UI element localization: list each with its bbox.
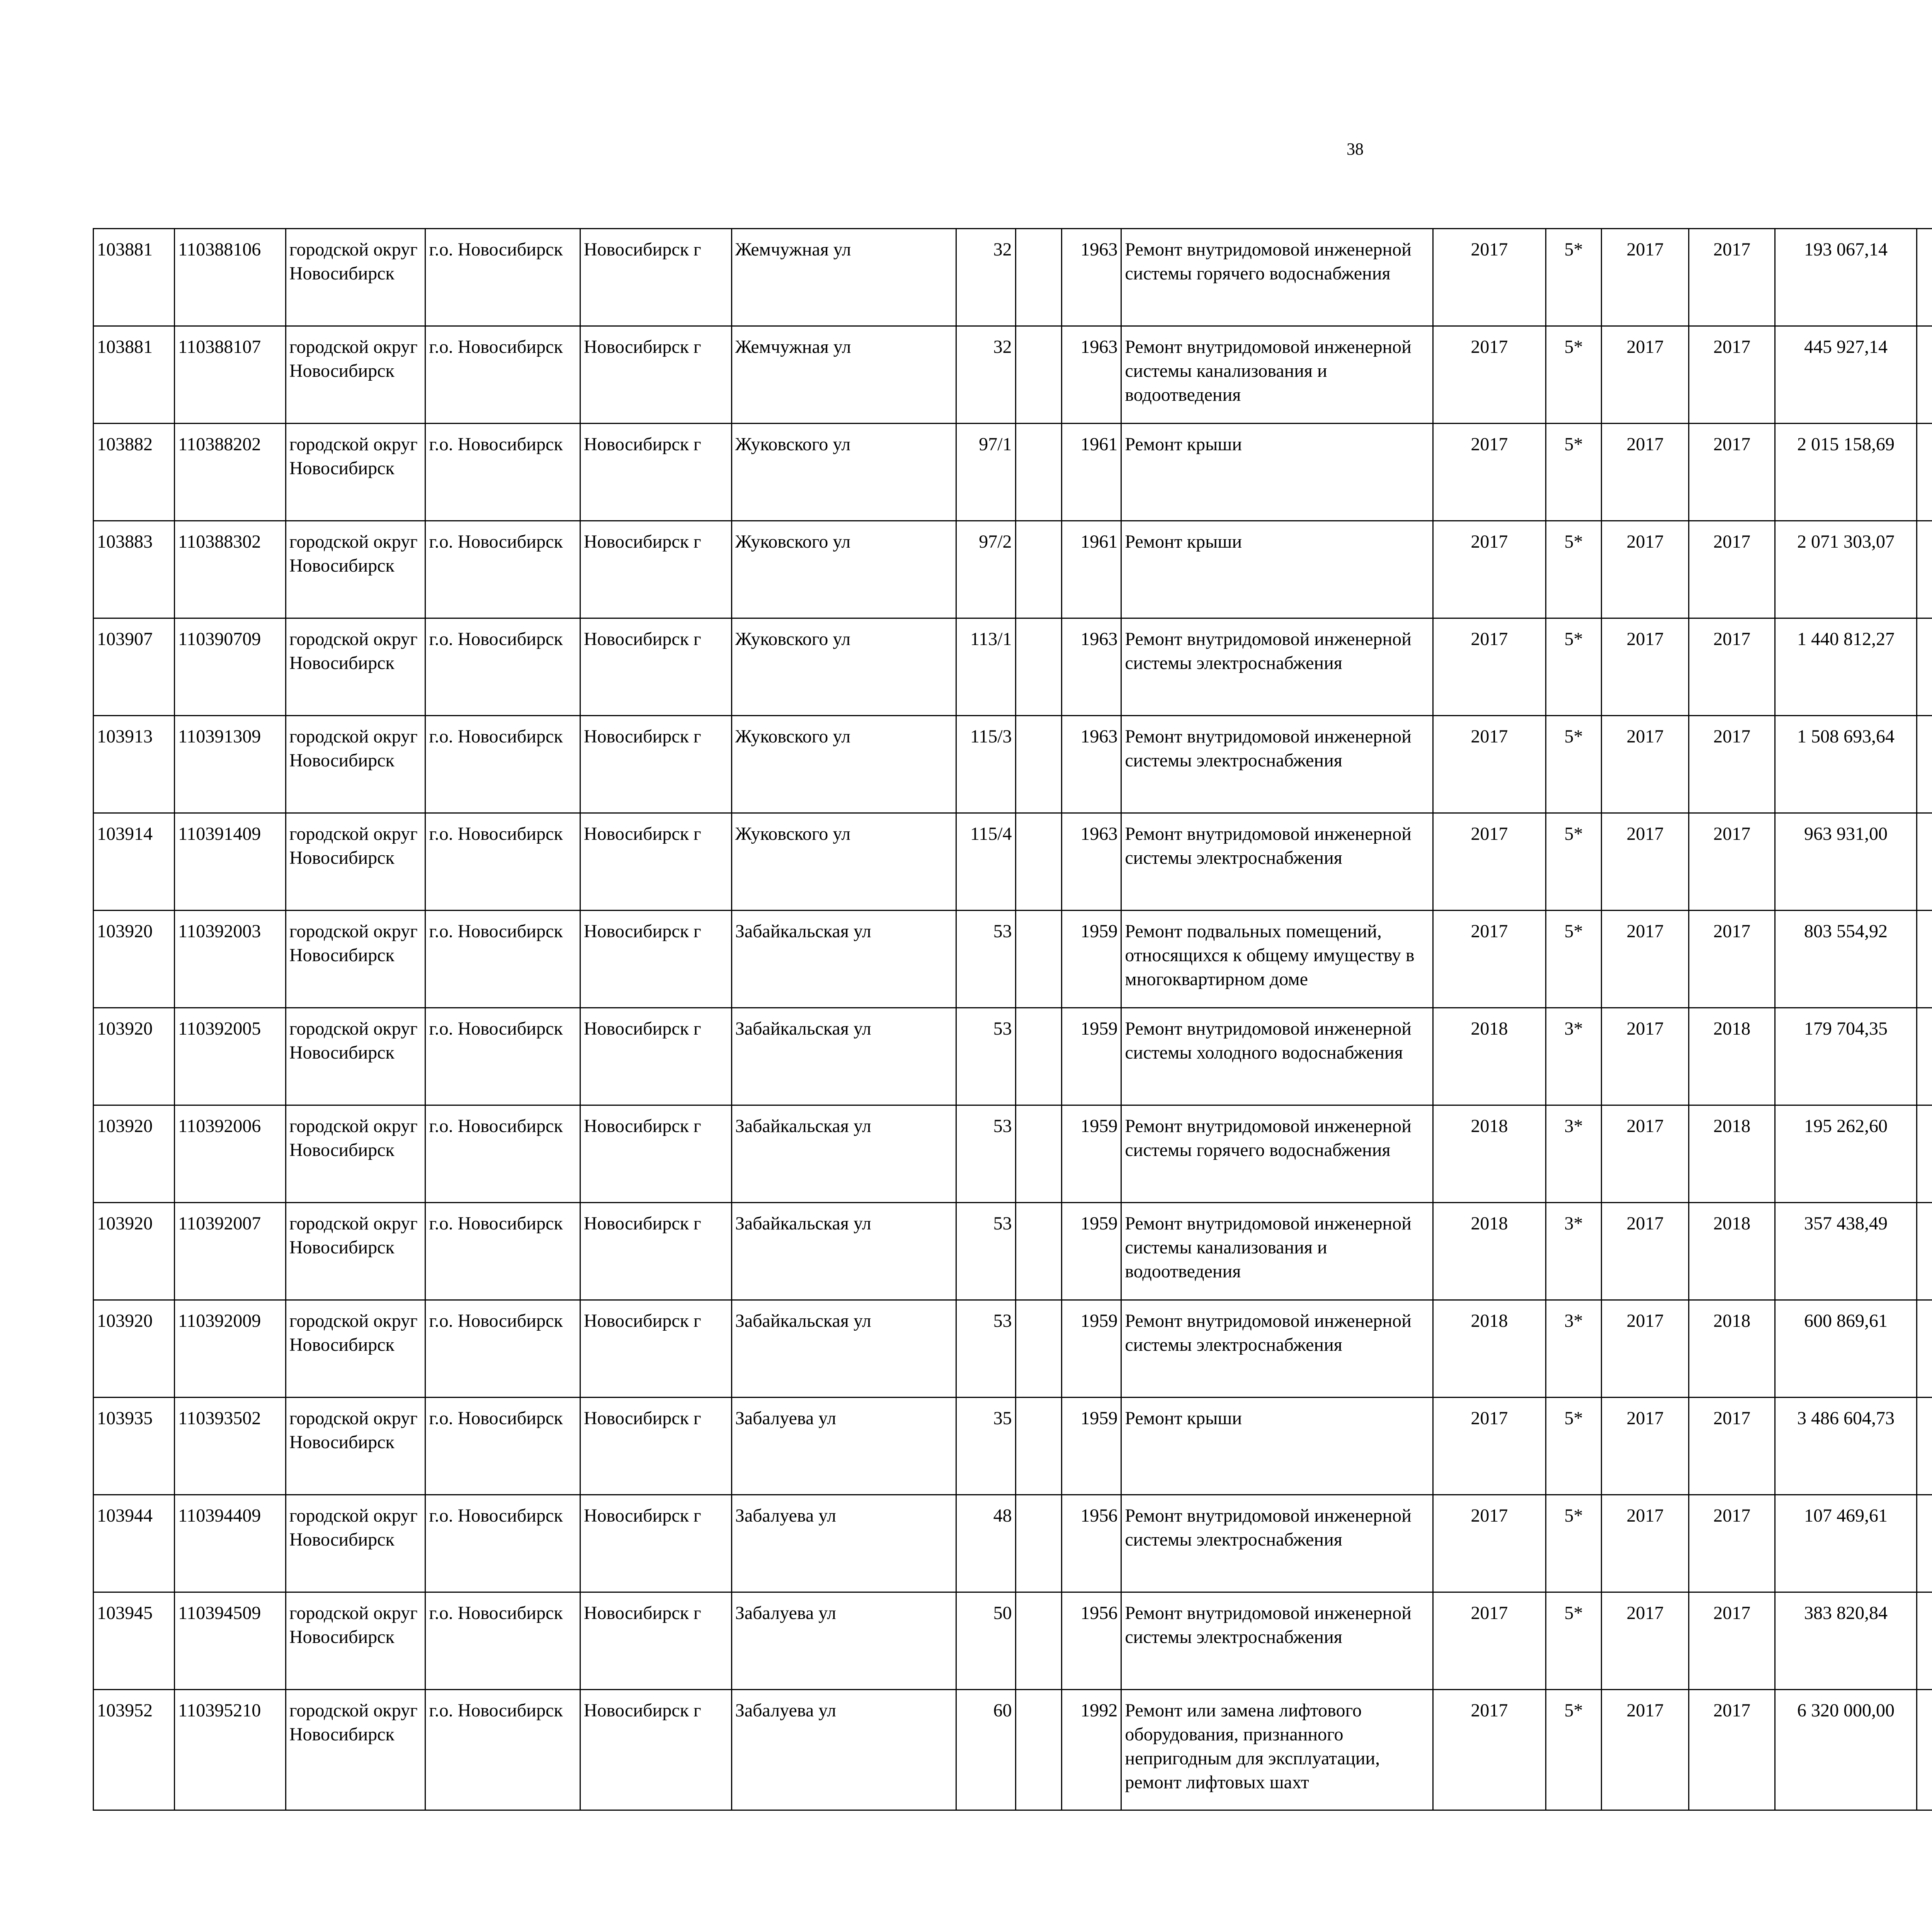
cell-year-built: 1959 <box>1061 1203 1121 1300</box>
cell-locality: Новосибирск г <box>580 911 731 1008</box>
cell-total-cost: 6 320 000,00 <box>1775 1690 1917 1810</box>
cell-object-code: 110392006 <box>174 1105 286 1203</box>
cell-year-built: 1961 <box>1061 424 1121 521</box>
cell-municipality: городской округ Новосибирск <box>286 424 425 521</box>
cell-house-number: 60 <box>956 1690 1015 1810</box>
cell-locality: Новосибирск г <box>580 424 731 521</box>
cell-municipality: городской округ Новосибирск <box>286 813 425 911</box>
cell-start-year: 2017 <box>1601 1105 1689 1203</box>
cell-municipality: городской округ Новосибирск <box>286 1008 425 1105</box>
cell-object-code: 110388302 <box>174 521 286 618</box>
cell-end-year: 2017 <box>1689 618 1775 716</box>
cell-priority: 5* <box>1546 1592 1601 1690</box>
cell-planned-year: 2017 <box>1433 326 1546 424</box>
cell-start-year: 2017 <box>1601 716 1689 813</box>
cell-municipal-entity: г.о. Новосибирск <box>425 326 580 424</box>
cell-start-year: 2017 <box>1601 1495 1689 1592</box>
cell-building <box>1015 716 1061 813</box>
cell-municipality: городской округ Новосибирск <box>286 229 425 326</box>
cell-record-id: 103935 <box>94 1398 175 1495</box>
cell-year-built: 1956 <box>1061 1592 1121 1690</box>
cell-cost-share-1 <box>1917 521 1932 618</box>
cell-record-id: 103952 <box>94 1690 175 1810</box>
cell-total-cost: 1 508 693,64 <box>1775 716 1917 813</box>
cell-street: Забалуева ул <box>731 1495 956 1592</box>
cell-locality: Новосибирск г <box>580 1105 731 1203</box>
cell-street: Жуковского ул <box>731 716 956 813</box>
table-row <box>94 521 1932 618</box>
table-row <box>94 229 1932 326</box>
cell-object-code: 110392003 <box>174 911 286 1008</box>
cell-building <box>1015 813 1061 911</box>
cell-total-cost: 179 704,35 <box>1775 1008 1917 1105</box>
cell-municipality: городской округ Новосибирск <box>286 521 425 618</box>
cell-planned-year: 2018 <box>1433 1203 1546 1300</box>
cell-record-id: 103920 <box>94 1008 175 1105</box>
table-row <box>94 424 1932 521</box>
cell-municipality: городской округ Новосибирск <box>286 1105 425 1203</box>
cell-year-built: 1992 <box>1061 1690 1121 1810</box>
cell-start-year: 2017 <box>1601 1008 1689 1105</box>
cell-locality: Новосибирск г <box>580 521 731 618</box>
cell-building <box>1015 1300 1061 1398</box>
cell-record-id: 103944 <box>94 1495 175 1592</box>
cell-house-number: 48 <box>956 1495 1015 1592</box>
cell-building <box>1015 911 1061 1008</box>
cell-work-type: Ремонт внутридомовой инженерной системы электроснабжения <box>1121 618 1433 716</box>
cell-priority: 5* <box>1546 716 1601 813</box>
cell-object-code: 110392009 <box>174 1300 286 1398</box>
cell-work-type: Ремонт крыши <box>1121 1398 1433 1495</box>
cell-street: Жемчужная ул <box>731 229 956 326</box>
cell-priority: 5* <box>1546 1398 1601 1495</box>
cell-object-code: 110395210 <box>174 1690 286 1810</box>
cell-street: Жемчужная ул <box>731 326 956 424</box>
cell-planned-year: 2017 <box>1433 813 1546 911</box>
cell-municipal-entity: г.о. Новосибирск <box>425 424 580 521</box>
registry-table <box>93 228 1932 1811</box>
cell-end-year: 2018 <box>1689 1300 1775 1398</box>
cell-priority: 3* <box>1546 1008 1601 1105</box>
cell-total-cost: 803 554,92 <box>1775 911 1917 1008</box>
cell-total-cost: 963 931,00 <box>1775 813 1917 911</box>
cell-planned-year: 2017 <box>1433 716 1546 813</box>
cell-total-cost: 383 820,84 <box>1775 1592 1917 1690</box>
cell-priority: 5* <box>1546 618 1601 716</box>
cell-total-cost: 1 440 812,27 <box>1775 618 1917 716</box>
cell-locality: Новосибирск г <box>580 1592 731 1690</box>
cell-cost-share-1 <box>1917 1105 1932 1203</box>
cell-locality: Новосибирск г <box>580 1008 731 1105</box>
cell-cost-share-1 <box>1917 1300 1932 1398</box>
cell-street: Жуковского ул <box>731 618 956 716</box>
cell-object-code: 110391309 <box>174 716 286 813</box>
cell-end-year: 2017 <box>1689 1398 1775 1495</box>
cell-locality: Новосибирск г <box>580 1690 731 1810</box>
cell-end-year: 2017 <box>1689 1495 1775 1592</box>
cell-priority: 3* <box>1546 1203 1601 1300</box>
cell-street: Забайкальская ул <box>731 1300 956 1398</box>
cell-start-year: 2017 <box>1601 1592 1689 1690</box>
cell-street: Забайкальская ул <box>731 911 956 1008</box>
cell-end-year: 2017 <box>1689 716 1775 813</box>
cell-end-year: 2017 <box>1689 229 1775 326</box>
cell-municipal-entity: г.о. Новосибирск <box>425 1495 580 1592</box>
cell-house-number: 32 <box>956 326 1015 424</box>
cell-total-cost: 107 469,61 <box>1775 1495 1917 1592</box>
cell-record-id: 103920 <box>94 1300 175 1398</box>
cell-municipal-entity: г.о. Новосибирск <box>425 1203 580 1300</box>
cell-cost-share-1 <box>1917 326 1932 424</box>
cell-start-year: 2017 <box>1601 1398 1689 1495</box>
cell-priority: 3* <box>1546 1105 1601 1203</box>
cell-total-cost: 600 869,61 <box>1775 1300 1917 1398</box>
cell-work-type: Ремонт подвальных помещений, относящихся к общему имуществу в многоквартирном доме <box>1121 911 1433 1008</box>
cell-cost-share-1 <box>1917 716 1932 813</box>
cell-municipality: городской округ Новосибирск <box>286 1300 425 1398</box>
cell-record-id: 103920 <box>94 1203 175 1300</box>
cell-cost-share-1 <box>1917 1690 1932 1810</box>
cell-house-number: 97/2 <box>956 521 1015 618</box>
cell-building <box>1015 1495 1061 1592</box>
cell-cost-share-1 <box>1917 618 1932 716</box>
cell-year-built: 1961 <box>1061 521 1121 618</box>
cell-start-year: 2017 <box>1601 813 1689 911</box>
cell-cost-share-1 <box>1917 911 1932 1008</box>
cell-object-code: 110388106 <box>174 229 286 326</box>
cell-municipality: городской округ Новосибирск <box>286 1690 425 1810</box>
cell-locality: Новосибирск г <box>580 1495 731 1592</box>
cell-total-cost: 357 438,49 <box>1775 1203 1917 1300</box>
cell-cost-share-1 <box>1917 1398 1932 1495</box>
cell-object-code: 110394409 <box>174 1495 286 1592</box>
cell-municipality: городской округ Новосибирск <box>286 716 425 813</box>
cell-start-year: 2017 <box>1601 521 1689 618</box>
cell-cost-share-1 <box>1917 1495 1932 1592</box>
cell-street: Забалуева ул <box>731 1398 956 1495</box>
cell-planned-year: 2018 <box>1433 1008 1546 1105</box>
cell-house-number: 32 <box>956 229 1015 326</box>
cell-start-year: 2017 <box>1601 1300 1689 1398</box>
table-row <box>94 1495 1932 1592</box>
cell-house-number: 53 <box>956 1300 1015 1398</box>
cell-street: Жуковского ул <box>731 424 956 521</box>
cell-total-cost: 193 067,14 <box>1775 229 1917 326</box>
cell-record-id: 103882 <box>94 424 175 521</box>
cell-priority: 5* <box>1546 1690 1601 1810</box>
cell-work-type: Ремонт внутридомовой инженерной системы холодного водоснабжения <box>1121 1008 1433 1105</box>
cell-object-code: 110393502 <box>174 1398 286 1495</box>
cell-record-id: 103907 <box>94 618 175 716</box>
cell-cost-share-1 <box>1917 229 1932 326</box>
cell-end-year: 2018 <box>1689 1105 1775 1203</box>
cell-object-code: 110392005 <box>174 1008 286 1105</box>
cell-object-code: 110392007 <box>174 1203 286 1300</box>
cell-cost-share-1 <box>1917 1592 1932 1690</box>
cell-municipality: городской округ Новосибирск <box>286 1203 425 1300</box>
table-row <box>94 326 1932 424</box>
cell-planned-year: 2017 <box>1433 1398 1546 1495</box>
cell-cost-share-1 <box>1917 813 1932 911</box>
cell-municipal-entity: г.о. Новосибирск <box>425 1690 580 1810</box>
cell-house-number: 97/1 <box>956 424 1015 521</box>
cell-municipality: городской округ Новосибирск <box>286 326 425 424</box>
cell-year-built: 1963 <box>1061 618 1121 716</box>
cell-municipality: городской округ Новосибирск <box>286 911 425 1008</box>
cell-building <box>1015 1592 1061 1690</box>
cell-street: Забайкальская ул <box>731 1203 956 1300</box>
cell-building <box>1015 521 1061 618</box>
cell-object-code: 110390709 <box>174 618 286 716</box>
cell-building <box>1015 1690 1061 1810</box>
table-row <box>94 1690 1932 1810</box>
cell-record-id: 103920 <box>94 1105 175 1203</box>
cell-record-id: 103945 <box>94 1592 175 1690</box>
cell-priority: 3* <box>1546 1300 1601 1398</box>
table-row <box>94 1398 1932 1495</box>
cell-work-type: Ремонт внутридомовой инженерной системы канализования и водоотведения <box>1121 1203 1433 1300</box>
cell-total-cost: 445 927,14 <box>1775 326 1917 424</box>
cell-building <box>1015 1008 1061 1105</box>
cell-planned-year: 2017 <box>1433 911 1546 1008</box>
cell-priority: 5* <box>1546 229 1601 326</box>
cell-end-year: 2017 <box>1689 424 1775 521</box>
cell-locality: Новосибирск г <box>580 1398 731 1495</box>
cell-building <box>1015 1105 1061 1203</box>
cell-priority: 5* <box>1546 1495 1601 1592</box>
cell-work-type: Ремонт внутридомовой инженерной системы электроснабжения <box>1121 1592 1433 1690</box>
cell-house-number: 53 <box>956 911 1015 1008</box>
cell-total-cost: 195 262,60 <box>1775 1105 1917 1203</box>
cell-start-year: 2017 <box>1601 1203 1689 1300</box>
cell-street: Забалуева ул <box>731 1592 956 1690</box>
cell-planned-year: 2017 <box>1433 424 1546 521</box>
cell-year-built: 1959 <box>1061 1008 1121 1105</box>
cell-priority: 5* <box>1546 911 1601 1008</box>
cell-building <box>1015 618 1061 716</box>
cell-priority: 5* <box>1546 521 1601 618</box>
cell-end-year: 2018 <box>1689 1008 1775 1105</box>
cell-work-type: Ремонт или замена лифтового оборудования, признанного непригодным для эксплуатации, ремонт лифтовых шахт <box>1121 1690 1433 1810</box>
cell-planned-year: 2018 <box>1433 1105 1546 1203</box>
cell-record-id: 103920 <box>94 911 175 1008</box>
cell-record-id: 103883 <box>94 521 175 618</box>
table-row <box>94 1008 1932 1105</box>
cell-start-year: 2017 <box>1601 618 1689 716</box>
cell-municipality: городской округ Новосибирск <box>286 618 425 716</box>
cell-year-built: 1959 <box>1061 1398 1121 1495</box>
cell-locality: Новосибирск г <box>580 1300 731 1398</box>
cell-planned-year: 2017 <box>1433 229 1546 326</box>
table-row <box>94 1592 1932 1690</box>
cell-municipal-entity: г.о. Новосибирск <box>425 618 580 716</box>
cell-object-code: 110388107 <box>174 326 286 424</box>
table-row <box>94 716 1932 813</box>
cell-priority: 5* <box>1546 424 1601 521</box>
cell-house-number: 115/3 <box>956 716 1015 813</box>
cell-planned-year: 2017 <box>1433 1495 1546 1592</box>
cell-start-year: 2017 <box>1601 424 1689 521</box>
cell-building <box>1015 229 1061 326</box>
cell-municipal-entity: г.о. Новосибирск <box>425 1300 580 1398</box>
cell-end-year: 2018 <box>1689 1203 1775 1300</box>
cell-cost-share-1 <box>1917 1008 1932 1105</box>
table-row <box>94 813 1932 911</box>
cell-total-cost: 2 015 158,69 <box>1775 424 1917 521</box>
cell-street: Забалуева ул <box>731 1690 956 1810</box>
cell-object-code: 110394509 <box>174 1592 286 1690</box>
cell-house-number: 53 <box>956 1203 1015 1300</box>
cell-end-year: 2017 <box>1689 521 1775 618</box>
cell-work-type: Ремонт внутридомовой инженерной системы электроснабжения <box>1121 1495 1433 1592</box>
cell-municipal-entity: г.о. Новосибирск <box>425 813 580 911</box>
cell-year-built: 1959 <box>1061 1300 1121 1398</box>
table-row <box>94 1300 1932 1398</box>
cell-priority: 5* <box>1546 326 1601 424</box>
cell-planned-year: 2018 <box>1433 1300 1546 1398</box>
cell-work-type: Ремонт крыши <box>1121 521 1433 618</box>
cell-planned-year: 2017 <box>1433 618 1546 716</box>
cell-start-year: 2017 <box>1601 229 1689 326</box>
cell-building <box>1015 424 1061 521</box>
cell-planned-year: 2017 <box>1433 1690 1546 1810</box>
cell-year-built: 1963 <box>1061 229 1121 326</box>
cell-work-type: Ремонт внутридомовой инженерной системы электроснабжения <box>1121 1300 1433 1398</box>
cell-work-type: Ремонт внутридомовой инженерной системы горячего водоснабжения <box>1121 229 1433 326</box>
cell-house-number: 53 <box>956 1008 1015 1105</box>
cell-year-built: 1963 <box>1061 326 1121 424</box>
cell-end-year: 2017 <box>1689 911 1775 1008</box>
table-row <box>94 1203 1932 1300</box>
cell-record-id: 103913 <box>94 716 175 813</box>
cell-start-year: 2017 <box>1601 326 1689 424</box>
cell-record-id: 103881 <box>94 229 175 326</box>
cell-street: Забайкальская ул <box>731 1105 956 1203</box>
cell-end-year: 2017 <box>1689 813 1775 911</box>
cell-municipality: городской округ Новосибирск <box>286 1398 425 1495</box>
cell-building <box>1015 1203 1061 1300</box>
cell-object-code: 110391409 <box>174 813 286 911</box>
cell-end-year: 2017 <box>1689 326 1775 424</box>
cell-locality: Новосибирск г <box>580 618 731 716</box>
cell-locality: Новосибирск г <box>580 813 731 911</box>
cell-work-type: Ремонт внутридомовой инженерной системы электроснабжения <box>1121 813 1433 911</box>
cell-house-number: 113/1 <box>956 618 1015 716</box>
cell-priority: 5* <box>1546 813 1601 911</box>
cell-municipal-entity: г.о. Новосибирск <box>425 1398 580 1495</box>
cell-year-built: 1963 <box>1061 813 1121 911</box>
cell-municipal-entity: г.о. Новосибирск <box>425 1105 580 1203</box>
cell-year-built: 1959 <box>1061 1105 1121 1203</box>
cell-municipal-entity: г.о. Новосибирск <box>425 229 580 326</box>
cell-municipal-entity: г.о. Новосибирск <box>425 911 580 1008</box>
table-row <box>94 911 1932 1008</box>
cell-planned-year: 2017 <box>1433 521 1546 618</box>
cell-object-code: 110388202 <box>174 424 286 521</box>
cell-street: Забайкальская ул <box>731 1008 956 1105</box>
cell-start-year: 2017 <box>1601 1690 1689 1810</box>
cell-building <box>1015 1398 1061 1495</box>
cell-locality: Новосибирск г <box>580 716 731 813</box>
table-row <box>94 618 1932 716</box>
cell-end-year: 2017 <box>1689 1592 1775 1690</box>
cell-work-type: Ремонт внутридомовой инженерной системы канализования и водоотведения <box>1121 326 1433 424</box>
page-number: 38 <box>1347 140 1364 158</box>
cell-house-number: 50 <box>956 1592 1015 1690</box>
cell-street: Жуковского ул <box>731 813 956 911</box>
cell-locality: Новосибирск г <box>580 1203 731 1300</box>
cell-municipality: городской округ Новосибирск <box>286 1592 425 1690</box>
cell-record-id: 103881 <box>94 326 175 424</box>
cell-total-cost: 2 071 303,07 <box>1775 521 1917 618</box>
cell-locality: Новосибирск г <box>580 326 731 424</box>
cell-work-type: Ремонт внутридомовой инженерной системы горячего водоснабжения <box>1121 1105 1433 1203</box>
cell-house-number: 35 <box>956 1398 1015 1495</box>
cell-house-number: 53 <box>956 1105 1015 1203</box>
cell-cost-share-1 <box>1917 424 1932 521</box>
cell-street: Жуковского ул <box>731 521 956 618</box>
table-row <box>94 1105 1932 1203</box>
cell-municipal-entity: г.о. Новосибирск <box>425 1008 580 1105</box>
cell-work-type: Ремонт внутридомовой инженерной системы электроснабжения <box>1121 716 1433 813</box>
cell-end-year: 2017 <box>1689 1690 1775 1810</box>
cell-work-type: Ремонт крыши <box>1121 424 1433 521</box>
cell-planned-year: 2017 <box>1433 1592 1546 1690</box>
cell-year-built: 1959 <box>1061 911 1121 1008</box>
cell-house-number: 115/4 <box>956 813 1015 911</box>
cell-record-id: 103914 <box>94 813 175 911</box>
cell-municipality: городской округ Новосибирск <box>286 1495 425 1592</box>
cell-year-built: 1956 <box>1061 1495 1121 1592</box>
cell-year-built: 1963 <box>1061 716 1121 813</box>
cell-start-year: 2017 <box>1601 911 1689 1008</box>
cell-locality: Новосибирск г <box>580 229 731 326</box>
cell-municipal-entity: г.о. Новосибирск <box>425 521 580 618</box>
cell-building <box>1015 326 1061 424</box>
cell-cost-share-1 <box>1917 1203 1932 1300</box>
cell-total-cost: 3 486 604,73 <box>1775 1398 1917 1495</box>
cell-municipal-entity: г.о. Новосибирск <box>425 716 580 813</box>
cell-municipal-entity: г.о. Новосибирск <box>425 1592 580 1690</box>
